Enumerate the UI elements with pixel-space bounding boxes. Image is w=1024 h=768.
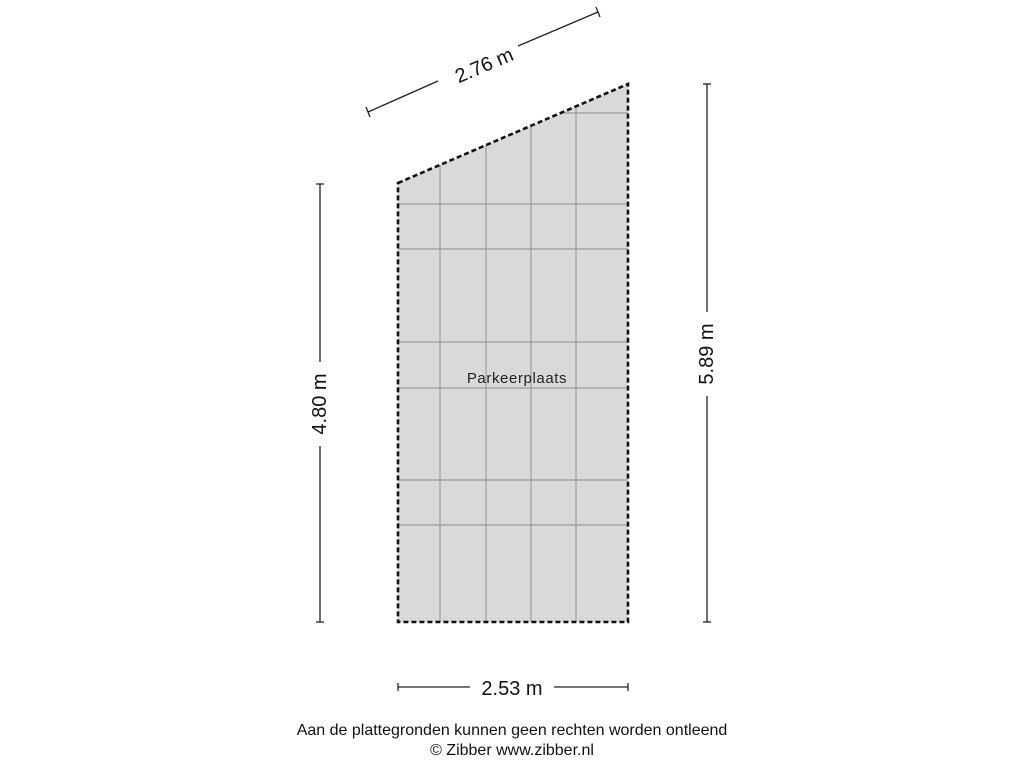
dimension-right-height-label: 5.89 m [696, 323, 718, 385]
footer-disclaimer: Aan de plattegronden kunnen geen rechten worden ontleend [296, 722, 728, 739]
dimension-top-diagonal [366, 7, 600, 117]
dimension-bottom-width-label: 2.53 m [481, 678, 543, 700]
dimension-top-diagonal-label: 2.76 m [451, 43, 517, 88]
room-label: Parkeerplaats [466, 370, 568, 387]
dimension-left-height-label: 4.80 m [309, 373, 331, 435]
dimension-bottom-width [398, 678, 628, 700]
dimension-right-height [696, 84, 718, 622]
parking-area-fill [398, 84, 628, 622]
footer-copyright: © Zibber www.zibber.nl [430, 742, 594, 759]
dimension-left-height [309, 184, 331, 622]
